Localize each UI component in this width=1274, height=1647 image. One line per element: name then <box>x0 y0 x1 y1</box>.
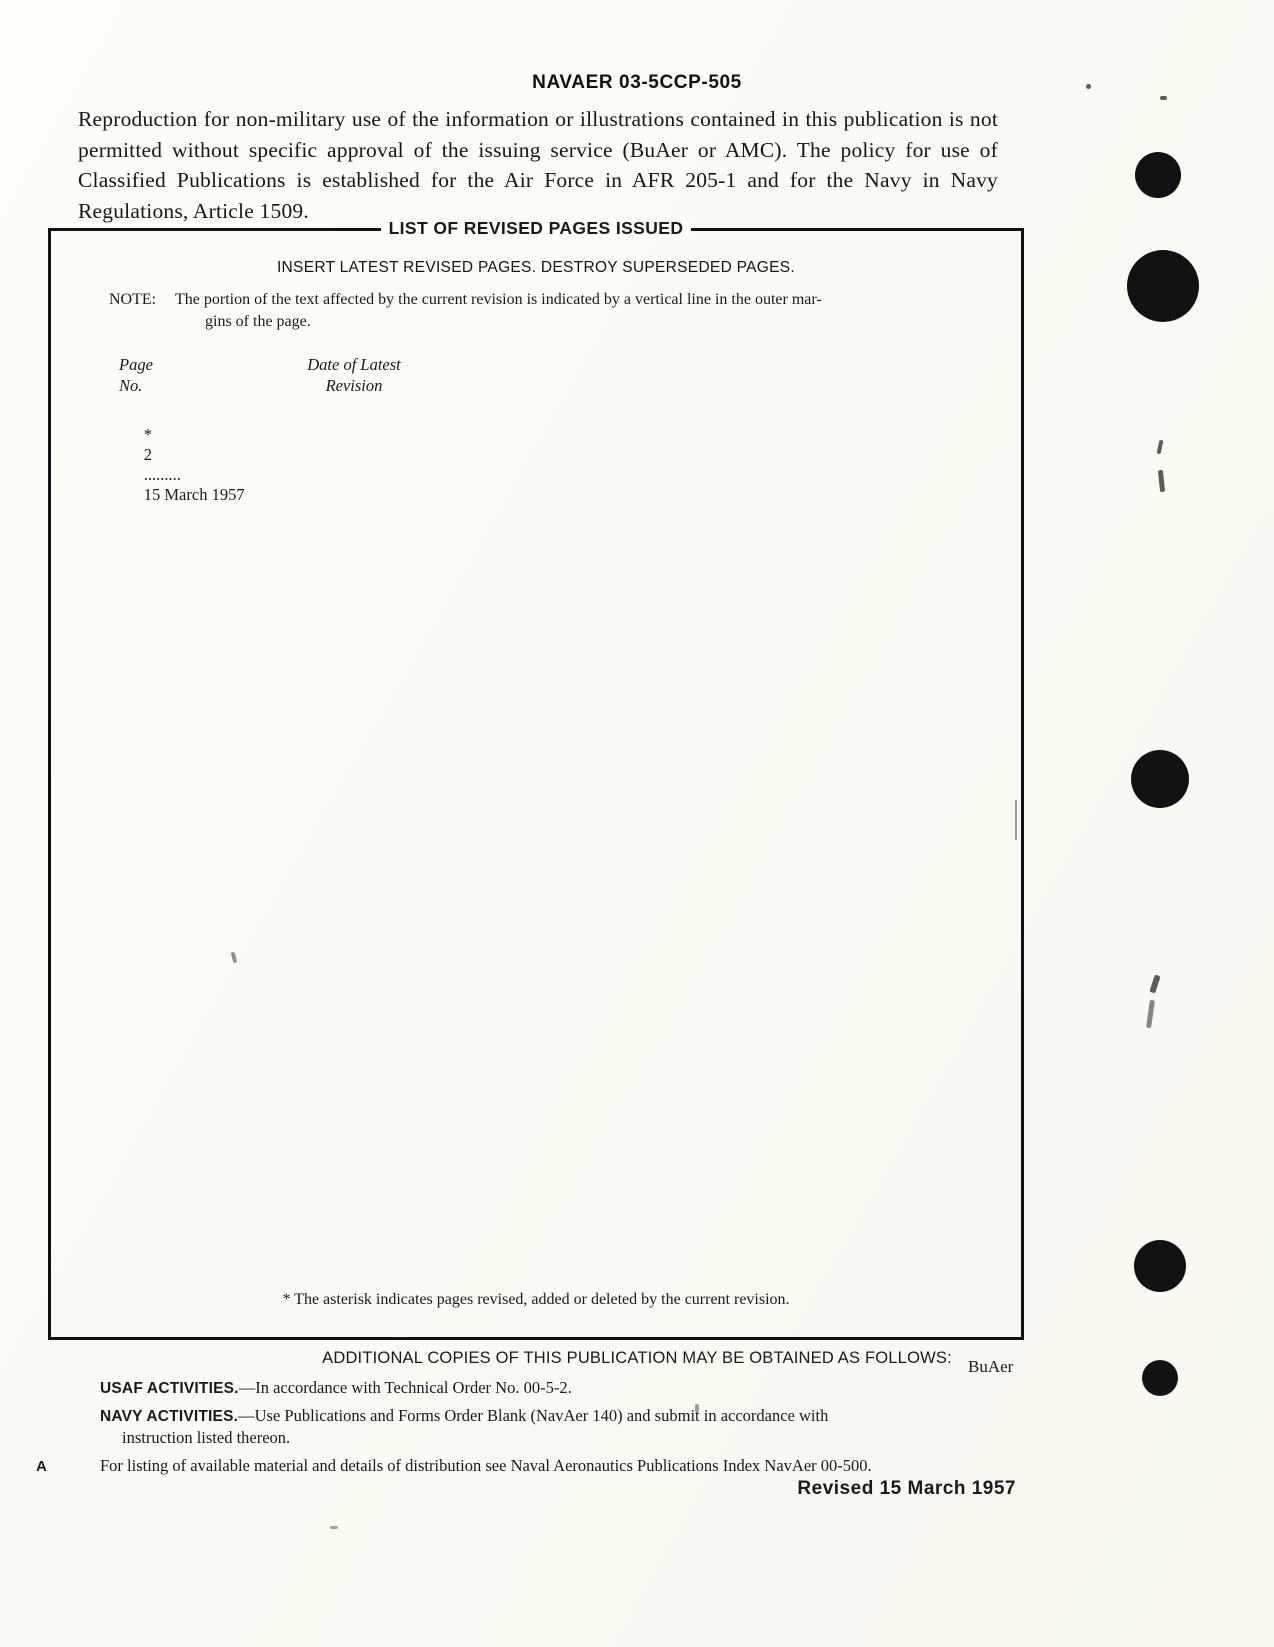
navy-activities-text: —Use Publications and Forms Order Blank (NavAer 140) and submit in accordance with <box>238 1406 829 1426</box>
insert-latest-pages-line: INSERT LATEST REVISED PAGES. DESTROY SUPERSEDED PAGES. <box>276 259 796 276</box>
punch-hole-mark <box>1135 152 1181 198</box>
listing-availability-line: For listing of available material and details of distribution see Naval Aeronautics Publications Index NavAer 00-500. <box>100 1455 872 1475</box>
revision-row-date: 15 March 1957 <box>143 485 245 504</box>
list-of-revised-pages-box <box>48 218 1024 1340</box>
punch-hole-mark <box>1134 1240 1186 1292</box>
revision-note-line1: The portion of the text affected by the current revision is indicated by a vertical line in the outer mar- <box>175 291 822 308</box>
column-header-page-no-line2: No. <box>119 375 143 395</box>
scan-artifact <box>695 1404 699 1412</box>
column-header-date-line2: Revision <box>325 375 383 395</box>
revision-row-marker: * <box>143 425 152 444</box>
revised-pages-box-title <box>51 218 1021 239</box>
navy-activities-label: NAVY ACTIVITIES. <box>100 1408 239 1426</box>
document-number-header: NAVAER 03-5CCP-505 <box>532 72 742 93</box>
asterisk-footnote: * The asterisk indicates pages revised, added or deleted by the current revision. <box>282 1291 790 1308</box>
revision-note <box>109 289 989 332</box>
revision-row-leader: ......... <box>143 465 181 484</box>
scan-artifact <box>1015 800 1017 840</box>
punch-hole-mark <box>1131 750 1189 808</box>
punch-hole-mark <box>1127 250 1199 322</box>
usaf-activities-label: USAF ACTIVITIES. <box>100 1380 239 1397</box>
revision-note-line2: gins of the page. <box>205 312 311 330</box>
column-header-page-no <box>119 355 209 396</box>
revision-table-row <box>119 405 245 525</box>
scan-artifact <box>1160 96 1167 100</box>
punch-hole-mark <box>1142 1360 1178 1396</box>
column-header-date <box>259 355 449 396</box>
page-corner-mark: A <box>36 1458 47 1475</box>
navy-activities-text-cont: instruction listed thereon. <box>122 1428 291 1448</box>
scan-artifact <box>330 1526 338 1529</box>
navy-activities-line <box>100 1405 980 1449</box>
distribution-instructions <box>100 1377 980 1482</box>
column-header-page-no-line1: Page <box>119 355 153 374</box>
issuing-office-label: BuAer <box>968 1357 1014 1376</box>
scan-artifact <box>1086 84 1091 89</box>
revision-note-text <box>175 289 981 332</box>
usaf-activities-text: —In accordance with Technical Order No. 00-5-2. <box>238 1378 572 1397</box>
revision-row-page: 2 <box>143 445 152 464</box>
additional-copies-heading: ADDITIONAL COPIES OF THIS PUBLICATION MAY BE OBTAINED AS FOLLOWS: <box>322 1349 952 1367</box>
revision-note-label: NOTE: <box>109 291 157 308</box>
usaf-activities-line <box>100 1377 980 1399</box>
revised-pages-box-title-text: LIST OF REVISED PAGES ISSUED <box>381 218 692 238</box>
column-header-date-line1: Date of Latest <box>307 355 401 374</box>
reproduction-notice-paragraph: Reproduction for non-military use of the information or illustrations contained in this publication is not permitted without specific approval of the issuing service (BuAer or AMC). The policy for use of Classified Publications is established for the Air Force in AFR 205-1 and for the Navy in Navy Regulations, Article 1509. <box>78 107 998 223</box>
revised-date-footer: Revised 15 March 1957 <box>797 1478 1016 1499</box>
